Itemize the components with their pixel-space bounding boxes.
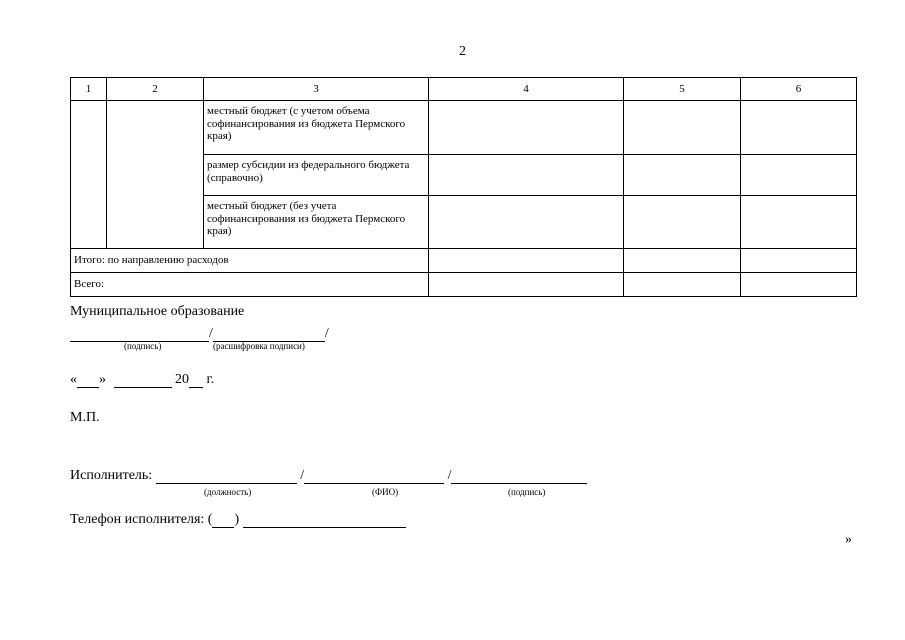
phone-number-blank	[243, 514, 406, 528]
executor-line	[70, 468, 587, 484]
budget-table	[70, 77, 857, 297]
caption-decode: (расшифровка подписи)	[213, 341, 305, 351]
table-row	[71, 101, 857, 155]
date-line	[70, 372, 214, 388]
table-cell	[71, 101, 107, 249]
name-blank	[304, 470, 444, 484]
year-suffix: г.	[206, 372, 215, 387]
table-row-total-direction	[71, 249, 857, 273]
table-header-cell: 3	[204, 78, 429, 101]
caption-signature: (подпись)	[124, 341, 162, 351]
table-header-row	[71, 78, 857, 101]
year-prefix: 20	[175, 372, 189, 387]
table-cell	[741, 155, 857, 196]
total-direction-label: Итого: по направлению расходов	[71, 249, 429, 273]
phone-code-blank	[212, 514, 234, 528]
phone-label: Телефон исполнителя: (	[70, 512, 213, 527]
caption-name: (ФИО)	[372, 487, 399, 497]
table-cell	[429, 249, 624, 273]
table-cell	[624, 196, 741, 249]
table-cell	[429, 196, 624, 249]
org-label: Муниципальное образование	[70, 304, 245, 319]
table-cell	[624, 155, 741, 196]
table-cell	[429, 155, 624, 196]
close-quote: »	[99, 372, 106, 387]
phone-close: )	[234, 512, 240, 527]
separator: /	[324, 326, 329, 341]
table-cell	[624, 101, 741, 155]
executor-label: Исполнитель:	[70, 468, 153, 483]
table-cell	[741, 273, 857, 297]
caption-executor-signature: (подпись)	[508, 487, 546, 497]
table-header-cell: 2	[107, 78, 204, 101]
closing-quote: »	[845, 532, 852, 547]
table-cell	[741, 196, 857, 249]
table-header-cell: 4	[429, 78, 624, 101]
table-cell	[429, 273, 624, 297]
table-cell	[624, 273, 741, 297]
day-blank	[77, 374, 99, 388]
signature-blank	[451, 470, 587, 484]
open-quote: «	[70, 372, 77, 387]
table-cell-description: размер субсидии из федерального бюджета (справочно)	[204, 155, 429, 196]
org-signature-line	[70, 326, 329, 342]
page-number: 2	[459, 44, 466, 59]
table-cell	[741, 101, 857, 155]
signature-blank	[70, 328, 209, 342]
table-row-total-all	[71, 273, 857, 297]
separator: /	[209, 326, 213, 341]
phone-line	[70, 512, 406, 528]
year-blank	[189, 374, 203, 388]
table-cell	[624, 249, 741, 273]
total-all-label: Всего:	[71, 273, 429, 297]
stamp-label: М.П.	[70, 410, 100, 425]
table-cell-description: местный бюджет (без учета софинансирования из бюджета Пермского края)	[204, 196, 429, 249]
table-cell-description: местный бюджет (с учетом объема софинансирования из бюджета Пермского края)	[204, 101, 429, 155]
table-header-cell: 5	[624, 78, 741, 101]
position-blank	[156, 470, 297, 484]
table-header-cell: 1	[71, 78, 107, 101]
table-cell	[741, 249, 857, 273]
decode-blank	[213, 328, 325, 342]
month-blank	[114, 374, 172, 388]
separator: /	[300, 468, 305, 483]
table-cell	[107, 101, 204, 249]
caption-position: (должность)	[204, 487, 252, 497]
table-cell	[429, 101, 624, 155]
separator: /	[447, 468, 452, 483]
table-header-cell: 6	[741, 78, 857, 101]
